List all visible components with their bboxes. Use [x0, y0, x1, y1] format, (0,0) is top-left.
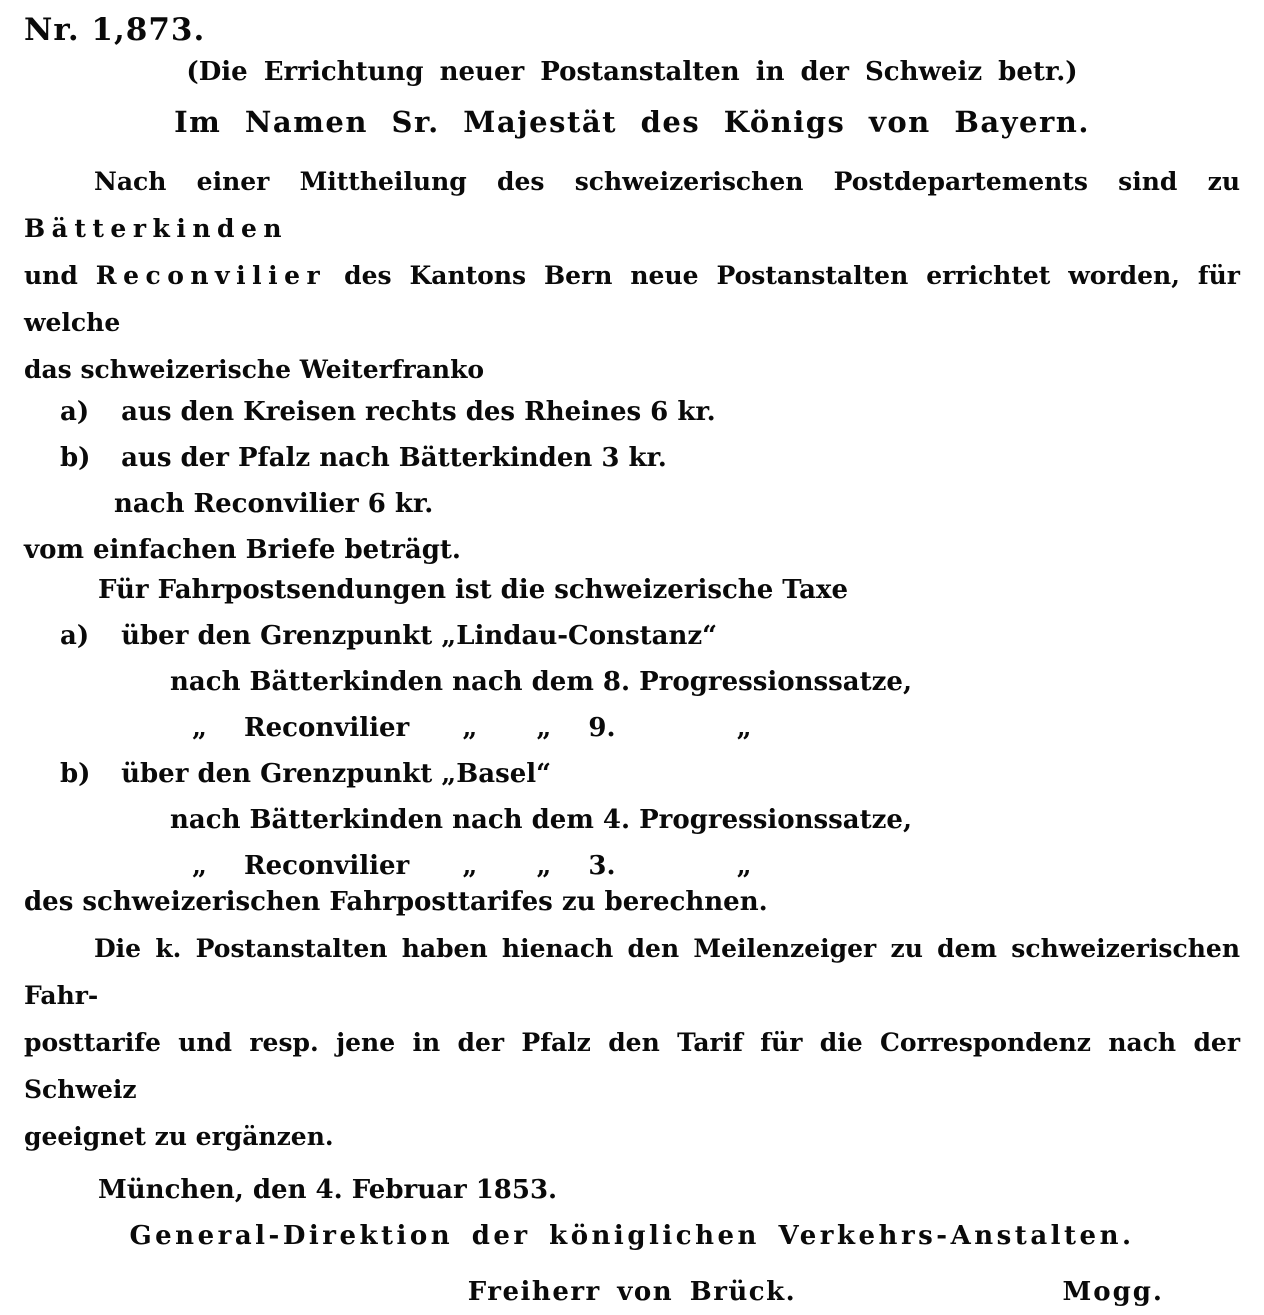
document-heading: Im Namen Sr. Majestät des Königs von Bayern. — [174, 105, 1090, 139]
item-b-label: b) — [60, 443, 91, 473]
item-b-text: aus der Pfalz nach Bätterkinden 3 kr. — [121, 443, 667, 473]
document-number: Nr. 1,873. — [24, 12, 206, 48]
signature-right: Mogg. — [1062, 1277, 1164, 1307]
letter-rate-list — [24, 389, 1240, 573]
ditto-mark: „ — [736, 713, 752, 743]
paragraph-instruction-line3: geeignet zu ergänzen. — [24, 1122, 334, 1151]
item-a-text: aus den Kreisen rechts des Rheines 6 kr. — [121, 397, 716, 427]
signature-row — [24, 1269, 1240, 1315]
paragraph-intro-line1-text: Nach einer Mittheilung des schweizerischen Postdepartements sind zu — [94, 167, 1240, 196]
parcel-a-line1: nach Bätterkinden nach dem 8. Progressionssatze, — [170, 667, 913, 697]
ditto-mark: „ — [192, 713, 207, 743]
place-name-baetterkinden: Bätterkinden — [24, 214, 289, 243]
parcel-b-line1: nach Bätterkinden nach dem 4. Progressionssatze, — [170, 805, 913, 835]
item-a-label: a) — [60, 397, 90, 427]
place-name-reconvilier: Reconvilier — [95, 261, 327, 290]
parcel-intro: Für Fahrpostsendungen ist die schweizerische Taxe — [98, 575, 849, 605]
ditto-place-name: Reconvilier — [244, 713, 410, 743]
parcel-b-label: b) — [60, 759, 91, 789]
parcel-a-text: über den Grenzpunkt „Lindau-Constanz“ — [121, 621, 718, 651]
paragraph-intro-line2-post: des Kantons Bern neue Postanstalten errichtet worden, für welche — [24, 261, 1240, 337]
subject-line: (Die Errichtung neuer Postanstalten in der Schweiz betr.) — [186, 57, 1078, 87]
paragraph-intro-line2-pre: und — [24, 261, 78, 290]
ditto-mark: „ — [736, 851, 752, 881]
parcel-a-label: a) — [60, 621, 90, 651]
progression-number: 3. — [588, 851, 616, 881]
parcel-b-text: über den Grenzpunkt „Basel“ — [121, 759, 552, 789]
ditto-mark: „ — [462, 851, 478, 881]
ditto-mark: „ — [536, 851, 552, 881]
letter-rate-item-b — [24, 435, 1240, 481]
dateline: München, den 4. Februar 1853. — [98, 1175, 558, 1205]
letter-rate-item-b2: nach Reconvilier 6 kr. — [114, 489, 434, 519]
parcel-closing: des schweizerischen Fahrposttarifes zu berechnen. — [24, 887, 768, 917]
letter-rate-closing: vom einfachen Briefe beträgt. — [24, 535, 461, 565]
issuing-authority: General-Direktion der königlichen Verkehrs-Anstalten. — [129, 1221, 1135, 1251]
paragraph-intro-line1 — [24, 158, 1240, 252]
paragraph-instruction-line2: posttarife und resp. jene in der Pfalz den Tarif für die Correspondenz nach der Schweiz — [24, 1028, 1240, 1104]
signature-left: Freiherr von Brück. — [467, 1277, 797, 1307]
parcel-item-b — [24, 751, 1240, 797]
ditto-mark: „ — [192, 851, 207, 881]
letter-rate-item-a — [24, 389, 1240, 435]
paragraph-instruction-line1: Die k. Postanstalten haben hienach den Meilenzeiger zu dem schweizerischen Fahr- — [24, 934, 1240, 1010]
ditto-mark: „ — [536, 713, 552, 743]
progression-number: 9. — [588, 713, 616, 743]
ditto-mark: „ — [462, 713, 478, 743]
paragraph-intro-line2 — [24, 252, 1240, 346]
ditto-place-name: Reconvilier — [244, 851, 410, 881]
parcel-tariff-section — [24, 567, 1240, 925]
parcel-a-ditto-line — [24, 705, 1240, 751]
paragraph-intro-line3: das schweizerische Weiterfranko — [24, 355, 485, 384]
paragraph-instruction — [24, 925, 1240, 1160]
paragraph-intro — [24, 158, 1240, 393]
parcel-item-a — [24, 613, 1240, 659]
